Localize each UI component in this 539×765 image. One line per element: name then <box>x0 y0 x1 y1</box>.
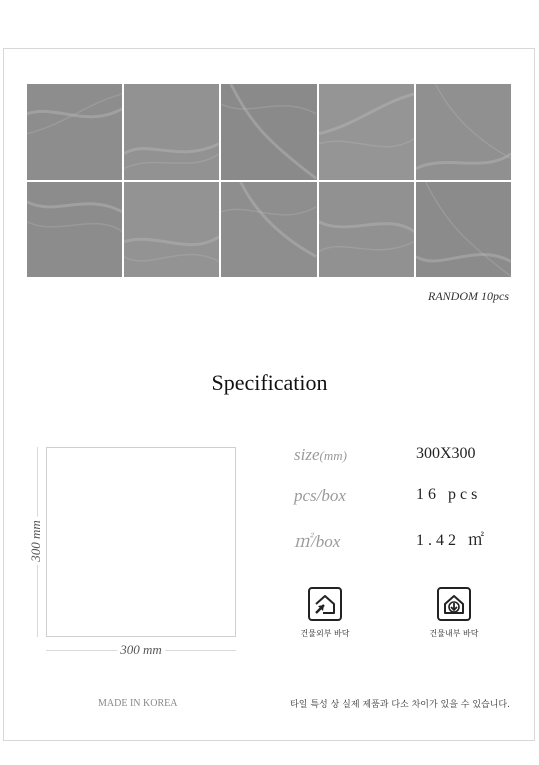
spec-label-size: size(mm) <box>294 445 347 464</box>
stone-tile <box>416 182 511 278</box>
tile-caption: RANDOM 10pcs <box>428 289 509 303</box>
interior-floor-icon <box>437 587 471 621</box>
stone-tile <box>124 84 219 180</box>
stone-tile <box>319 182 414 278</box>
stone-tile <box>221 182 316 278</box>
stone-tile <box>124 182 219 278</box>
stone-tile <box>416 84 511 180</box>
product-notice: 타일 특성 상 실제 제품과 다소 차이가 있을 수 있습니다. <box>290 700 510 710</box>
usage-label-interior: 건물내부 바닥 <box>429 629 479 638</box>
usage-label-exterior: 건물외부 바닥 <box>300 629 350 638</box>
tile-sample-grid <box>27 84 511 277</box>
spec-value-pcs: 16 pcs <box>416 486 482 503</box>
dimension-label-vertical: 300 mm <box>28 517 44 565</box>
exterior-floor-icon <box>308 587 342 621</box>
stone-tile <box>27 84 122 180</box>
dimension-label-horizontal: 300 mm <box>117 642 165 658</box>
spec-label-area: ㎡/box <box>294 532 341 551</box>
spec-row-area <box>280 527 520 551</box>
stone-tile <box>221 84 316 180</box>
spec-row-pcs <box>280 486 520 510</box>
spec-row-size <box>280 445 520 469</box>
tile-dimension-box <box>46 447 236 637</box>
spec-value-size: 300X300 <box>416 445 476 462</box>
usage-interior <box>409 587 499 639</box>
spec-value-area: 1.42 ㎡ <box>416 532 489 549</box>
stone-tile <box>319 84 414 180</box>
spec-label-pcs: pcs/box <box>294 486 346 505</box>
usage-exterior <box>280 587 370 639</box>
spec-title: Specification <box>211 370 328 395</box>
made-in-label: MADE IN KOREA <box>98 698 178 709</box>
stone-tile <box>27 182 122 278</box>
